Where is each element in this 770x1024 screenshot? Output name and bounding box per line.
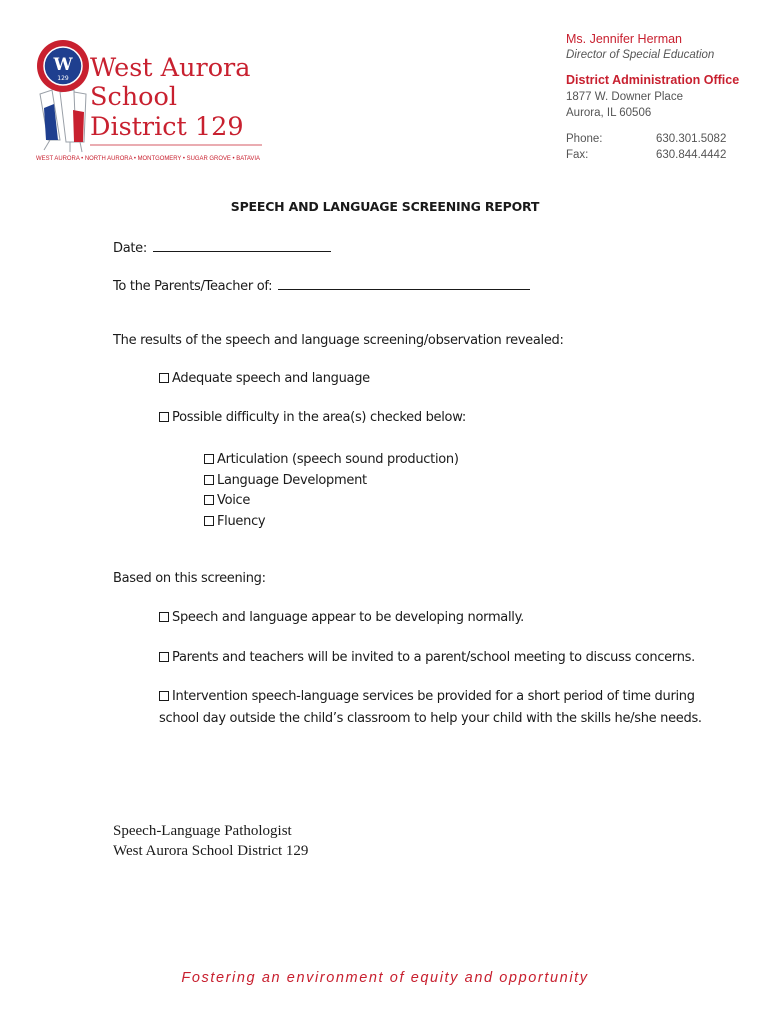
based-on-label: Based on this screening: bbox=[113, 571, 266, 586]
badge-number: 129 bbox=[57, 75, 69, 82]
option-label: Adequate speech and language bbox=[172, 371, 370, 386]
date-field[interactable] bbox=[153, 238, 331, 252]
district-logo bbox=[30, 32, 265, 167]
phone-value: 630.301.5082 bbox=[656, 133, 727, 145]
outcome-label: Speech and language appear to be developing normally. bbox=[172, 610, 524, 625]
address-line-1: 1877 W. Downer Place bbox=[566, 91, 683, 103]
signature-title: Speech-Language Pathologist bbox=[113, 823, 292, 839]
recipient-label: To the Parents/Teacher of: bbox=[113, 279, 273, 294]
recipient-row bbox=[113, 276, 530, 294]
signature-district: West Aurora School District 129 bbox=[113, 843, 309, 859]
checkbox[interactable] bbox=[204, 475, 214, 485]
district-badge-icon bbox=[37, 40, 89, 92]
fax-row bbox=[566, 147, 756, 163]
signature-block bbox=[113, 821, 308, 861]
outcome-intervention bbox=[159, 689, 695, 704]
checkbox[interactable] bbox=[204, 495, 214, 505]
result-option-difficulty bbox=[159, 410, 466, 425]
office-name: District Administration Office bbox=[566, 73, 740, 87]
checkbox[interactable] bbox=[159, 412, 169, 422]
checkbox[interactable] bbox=[159, 652, 169, 662]
area-articulation bbox=[204, 452, 459, 467]
logo-line-3: District 129 bbox=[90, 112, 244, 142]
option-label: Possible difficulty in the area(s) checked below: bbox=[172, 410, 466, 425]
logo-towns: WEST AURORA • NORTH AURORA • MONTGOMERY • SUGAR GROVE • BATAVIA bbox=[36, 155, 261, 162]
area-label: Voice bbox=[217, 493, 251, 508]
area-label: Articulation (speech sound production) bbox=[217, 452, 459, 467]
checkbox[interactable] bbox=[159, 373, 169, 383]
date-label: Date: bbox=[113, 241, 147, 256]
badge-letter: W bbox=[53, 55, 73, 75]
fax-label: Fax: bbox=[566, 149, 589, 161]
logo-line-1: West Aurora bbox=[90, 53, 251, 83]
checkbox[interactable] bbox=[204, 454, 214, 464]
outcome-label: Parents and teachers will be invited to a parent/school meeting to discuss concerns. bbox=[172, 650, 695, 665]
recipient-field[interactable] bbox=[278, 276, 530, 290]
logo-line-2: School bbox=[90, 82, 178, 112]
area-label: Language Development bbox=[217, 473, 367, 488]
fax-value: 630.844.4442 bbox=[656, 149, 727, 161]
area-label: Fluency bbox=[217, 514, 266, 529]
checkbox[interactable] bbox=[204, 516, 214, 526]
contact-role: Director of Special Education bbox=[566, 49, 715, 61]
phone-label: Phone: bbox=[566, 133, 603, 145]
outcome-intervention-line-2: school day outside the child’s classroom to help your child with the skills he/she needs. bbox=[159, 711, 702, 726]
outcome-label: Intervention speech-language services be provided for a short period of time during bbox=[172, 689, 695, 704]
outcome-normal bbox=[159, 610, 524, 625]
contact-name: Ms. Jennifer Herman bbox=[566, 32, 683, 46]
date-row bbox=[113, 238, 331, 256]
phone-row bbox=[566, 131, 756, 147]
outcome-meeting bbox=[159, 650, 695, 665]
footer-tagline: Fostering an environment of equity and opportunity bbox=[181, 970, 589, 986]
area-voice bbox=[204, 493, 250, 508]
checkbox[interactable] bbox=[159, 612, 169, 622]
result-option-adequate bbox=[159, 371, 370, 386]
form-title: SPEECH AND LANGUAGE SCREENING REPORT bbox=[230, 199, 540, 214]
area-fluency bbox=[204, 514, 265, 529]
checkbox[interactable] bbox=[159, 691, 169, 701]
contact-block bbox=[566, 31, 756, 163]
address-line-2: Aurora, IL 60506 bbox=[566, 107, 652, 119]
area-language-development bbox=[204, 473, 367, 488]
results-intro: The results of the speech and language screening/observation revealed: bbox=[113, 333, 564, 348]
feather-emblem-icon bbox=[40, 90, 86, 152]
